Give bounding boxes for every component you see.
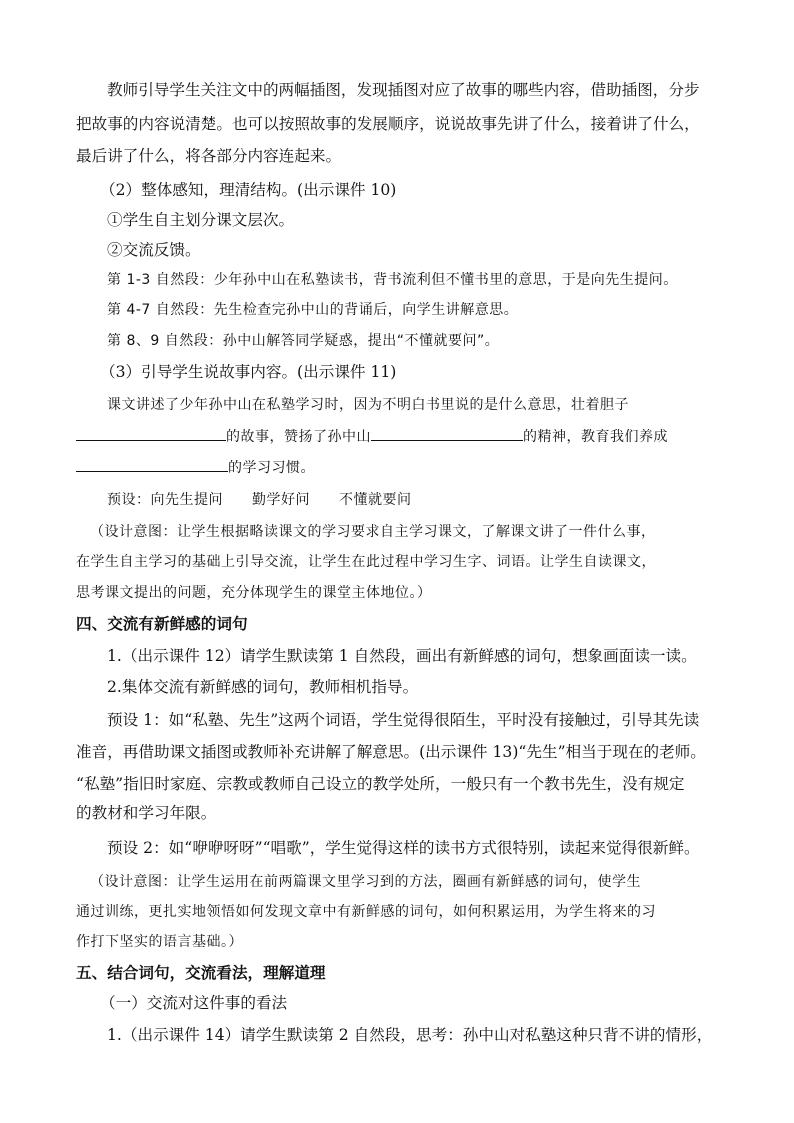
paragraph-line: 最后讲了什么，将各部分内容连起来。 [76, 147, 342, 165]
structure-line: 第 8、9 自然段：孙中山解答同学疑惑，提出“不懂就要问”。 [107, 333, 500, 349]
design-intent: 通过训练，更扎实地领悟如何发现文章中有新鲜感的词句，如何积累运用，为学生将来的习 [76, 904, 656, 920]
paragraph-line: 教师引导学生关注文中的两幅插图，发现插图对应了故事的哪些内容，借助插图，分步 [107, 81, 700, 99]
subsection-heading: （一）交流对这件事的看法 [100, 994, 288, 1012]
paragraph-line: 2.集体交流有新鲜感的词句，教师相机指导。 [107, 678, 419, 696]
design-intent: 在学生自主学习的基础上引导交流，让学生在此过程中学习生字、词语。让学生自读课文， [76, 554, 656, 570]
subsection-heading: （2）整体感知，理清结构。(出示课件 10) [100, 181, 397, 199]
fill-in-text: 的精神，教育我们养成 [523, 429, 668, 445]
section-heading: 五、结合词句，交流看法，理解道理 [76, 964, 326, 982]
paragraph-line: 预设 2：如“咿咿呀呀”“唱歌”，学生觉得这样的读书方式很特别，读起来觉得很新鲜。 [107, 839, 700, 857]
design-intent: （设计意图：让学生根据略读课文的学习要求自主学习课文，了解课文讲了一件什么事， [90, 524, 656, 540]
paragraph-line: 准音，再借助课文插图或教师补充讲解了解意思。(出示课件 13)“先生”相当于现在的老师。 [76, 743, 706, 761]
paragraph-line: 的教材和学习年限。 [76, 804, 217, 822]
design-intent: 思考课文提出的问题，充分体现学生的课堂主体地位。） [76, 585, 432, 601]
fill-in-line [76, 457, 315, 478]
fill-in-text: 的学习习惯。 [228, 460, 315, 476]
structure-line: 第 4-7 自然段：先生检查完孙中山的背诵后，向学生讲解意思。 [107, 302, 519, 318]
design-intent: 作打下坚实的语言基础。） [76, 934, 243, 950]
list-item: ②交流反馈。 [107, 241, 201, 259]
paragraph-line: 预设 1：如“私塾、先生”这两个词语，学生觉得很陌生，平时没有接触过，引导其先读 [107, 711, 700, 729]
answer-blank [76, 426, 226, 441]
answer-blank [76, 457, 228, 472]
paragraph-line: 把故事的内容说清楚。也可以按照故事的发展顺序，说说故事先讲了什么，接着讲了什么， [76, 115, 700, 133]
preset-answer: 预设：向先生提问 勤学好问 不懂就要问 [107, 492, 412, 508]
paragraph-line: “私塾”指旧时家庭、宗教或教师自己设立的教学处所，一般只有一个教书先生，没有规定 [76, 775, 685, 793]
structure-line: 第 1-3 自然段：少年孙中山在私塾读书，背书流利但不懂书里的意思，于是向先生提问。 [107, 272, 678, 288]
paragraph-line: 1.（出示课件 12）请学生默读第 1 自然段，画出有新鲜感的词句，想象画面读一读。 [107, 647, 697, 665]
design-intent: （设计意图：让学生运用在前两篇课文里学习到的方法，圈画有新鲜感的词句，使学生 [90, 874, 641, 890]
section-heading: 四、交流有新鲜感的词句 [76, 615, 248, 633]
fill-in-line [76, 426, 668, 447]
subsection-heading: （3）引导学生说故事内容。(出示课件 11) [100, 363, 397, 381]
answer-blank [371, 426, 523, 441]
fill-in-line: 课文讲述了少年孙中山在私塾学习时，因为不明白书里说的是什么意思，壮着胆子 [107, 397, 629, 413]
list-item: ①学生自主划分课文层次。 [107, 211, 295, 229]
paragraph-line: 1.（出示课件 14）请学生默读第 2 自然段，思考：孙中山对私塾这种只背不讲的情形， [107, 1026, 713, 1044]
fill-in-text: 的故事，赞扬了孙中山 [226, 429, 371, 445]
